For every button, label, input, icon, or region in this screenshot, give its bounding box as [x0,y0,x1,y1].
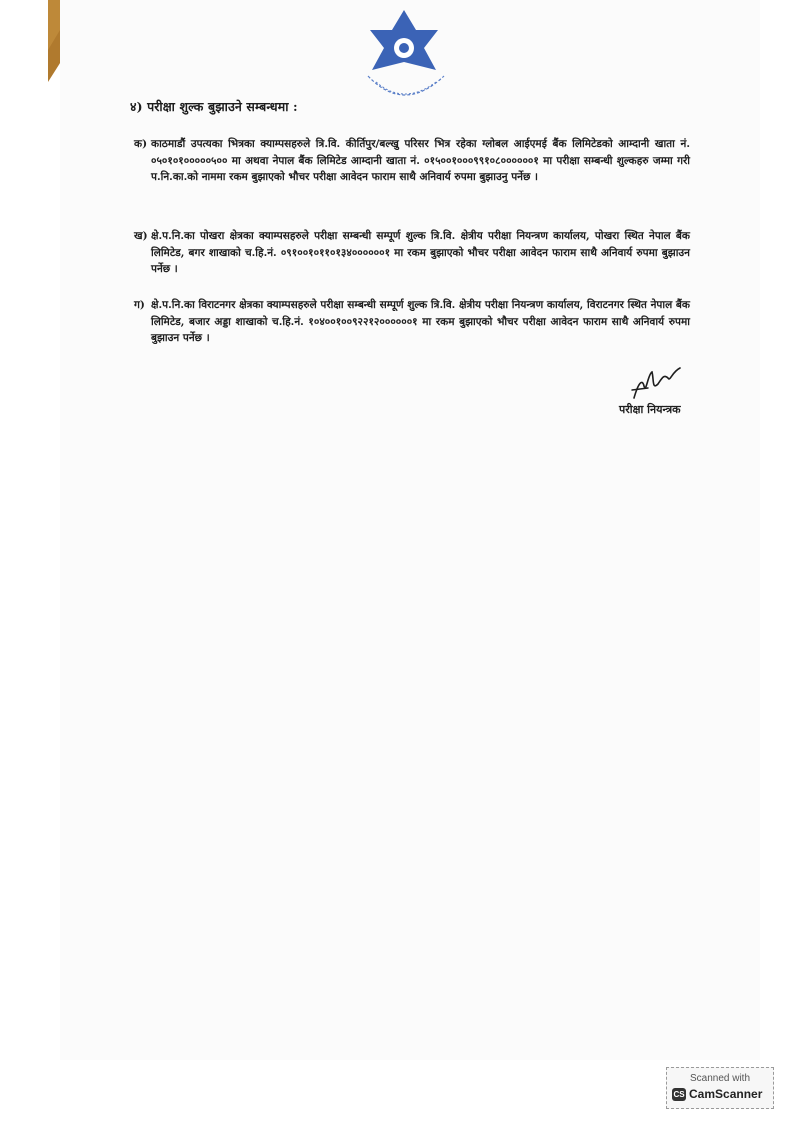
list-item-text: काठमाडौं उपत्यका भित्रका क्याम्पसहरुले त्रि.वि. कीर्तिपुर/बल्खु परिसर भित्र रहेका ग्लोबल आईएमई बैंक लिमिटेडको आम्दानी खाता नं. ०५०१०१०००००५०० मा अथवा नेपाल बैंक लिमिटेड आम्दानी खाता नं. ०१५००१०००९९१०८००००००१ मा परीक्षा सम्बन्धी शुल्कहरु जम्मा गरी प.नि.का.को नाममा रकम बुझाएको भौचर परीक्षा आवेदन फाराम साथै अनिवार्य रुपमा बुझाउनु पर्नेछ । [151,138,690,183]
watermark-caption: Scanned with [689,1073,751,1084]
list-item-text: क्षे.प.नि.का विराटनगर क्षेत्रका क्याम्पसहरुले परीक्षा सम्बन्धी सम्पूर्ण शुल्क त्रि.वि. क्षेत्रीय परीक्षा नियन्त्रण कार्यालय, विराटनगर स्थित नेपाल बैंक लिमिटेड, बजार अड्डा शाखाको च.हि.नं. १०४००१००९२२१२००००००१ मा रकम बुझाएको भौचर परीक्षा आवेदन फाराम साथै अनिवार्य रुपमा बुझाउन पर्नेछ । [151,299,690,344]
list-item [134,297,690,344]
list-item [134,228,690,275]
camscanner-logo-icon: CS [673,1090,685,1099]
scanner-watermark [666,1067,774,1109]
university-seal-icon [352,6,456,114]
list-item-marker: क) [134,138,148,150]
list-item [134,136,690,183]
signatory-title: परीक्षा नियन्त्रक [619,403,681,416]
list-item-marker: ख) [134,230,148,242]
list-item-text: क्षे.प.नि.का पोखरा क्षेत्रका क्याम्पसहरुले परीक्षा सम्बन्धी सम्पूर्ण शुल्क त्रि.वि. क्षेत्रीय परीक्षा नियन्त्रण कार्यालय, पोखरा स्थित नेपाल बैंक लिमिटेड, बगर शाखाको च.हि.नं. ०९१००१०११०१३४००००००१ मा रकम बुझाएको भौचर परीक्षा आवेदन फाराम साथै अनिवार्य रुपमा बुझाउन पर्नेछ । [151,230,690,275]
watermark-brand: CamScanner [689,1087,763,1101]
section-heading: ४) परीक्षा शुल्क बुझाउने सम्बन्धमा : [130,99,298,114]
handwritten-signature [628,364,688,404]
list-item-marker: ग) [134,299,145,311]
